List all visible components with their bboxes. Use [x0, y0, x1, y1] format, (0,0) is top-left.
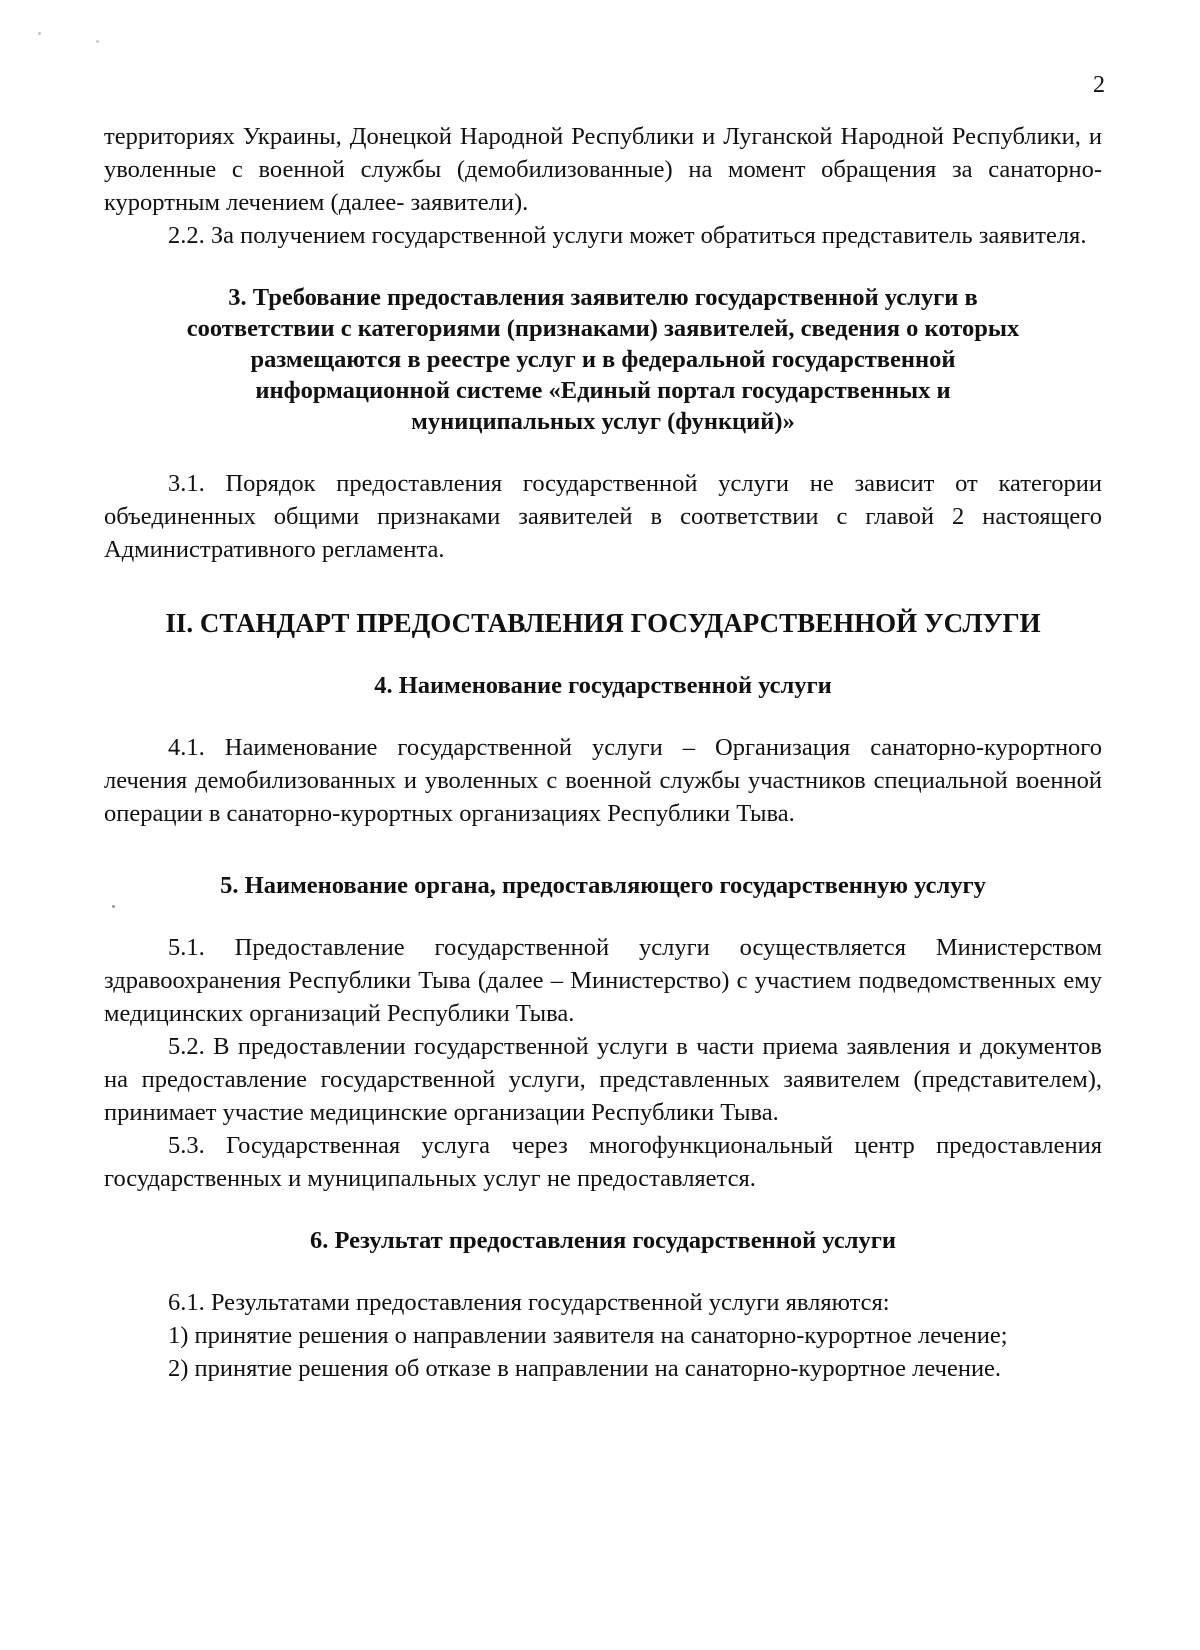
chapter-heading-II: II. СТАНДАРТ ПРЕДОСТАВЛЕНИЯ ГОСУДАРСТВЕННОЙ УСЛУГИ — [165, 608, 1041, 638]
list-item-6-1-2: 2) принятие решения об отказе в направлении на санаторно-курортное лечение. — [168, 1355, 1002, 1382]
paragraph-intro-continuation: территориях Украины, Донецкой Народной Республики и Луганской Народной Республики, и уволенные с военной службы (демобилизованные) на момент обращения за санаторно-курортным лечением (далее- заявители). — [104, 123, 1102, 216]
section-heading-5: 5. Наименование органа, предоставляющего государственную услугу — [220, 872, 986, 899]
document-body — [104, 120, 1102, 1385]
page-number: 2 — [1093, 72, 1105, 98]
scan-speck — [112, 905, 115, 908]
paragraph-5-2: 5.2. В предоставлении государственной услуги в части приема заявления и документов на предоставление государственной услуги, представленных заявителем (представителем), принимает участие медицинские организации Республики Тыва. — [104, 1033, 1102, 1126]
paragraph-6-1: 6.1. Результатами предоставления государственной услуги являются: — [168, 1289, 890, 1316]
section-heading-3: 3. Требование предоставления заявителю государственной услуги в соответствии с категориями (признаками) заявителей, сведения о которых размещаются в реестре услуг и в федеральной государственной информационной системе «Единый портал государственных и муниципальных услуг (функций)» — [186, 284, 1020, 435]
scan-speck — [96, 40, 99, 43]
section-heading-4: 4. Наименование государственной услуги — [374, 672, 832, 699]
paragraph-3-1: 3.1. Порядок предоставления государственной услуги не зависит от категории объединенных общими признаками заявителей в соответствии с главой 2 настоящего Административного регламента. — [104, 470, 1102, 563]
paragraph-4-1: 4.1. Наименование государственной услуги – Организация санаторно-курортного лечения демобилизованных и уволенных с военной службы участников специальной военной операции в санаторно-курортных организациях Республики Тыва. — [104, 734, 1102, 827]
paragraph-5-3: 5.3. Государственная услуга через многофункциональный центр предоставления государственных и муниципальных услуг не предоставляется. — [104, 1132, 1102, 1192]
paragraph-2-2: 2.2. За получением государственной услуги может обратиться представитель заявителя. — [168, 222, 1087, 249]
list-item-6-1-1: 1) принятие решения о направлении заявителя на санаторно-курортное лечение; — [168, 1322, 1008, 1349]
scan-speck — [38, 32, 41, 35]
section-heading-6: 6. Результат предоставления государственной услуги — [309, 1227, 897, 1254]
paragraph-5-1: 5.1. Предоставление государственной услуги осуществляется Министерством здравоохранения Республики Тыва (далее – Министерство) с участием подведомственных ему медицинских организаций Республики Тыва. — [104, 934, 1102, 1027]
